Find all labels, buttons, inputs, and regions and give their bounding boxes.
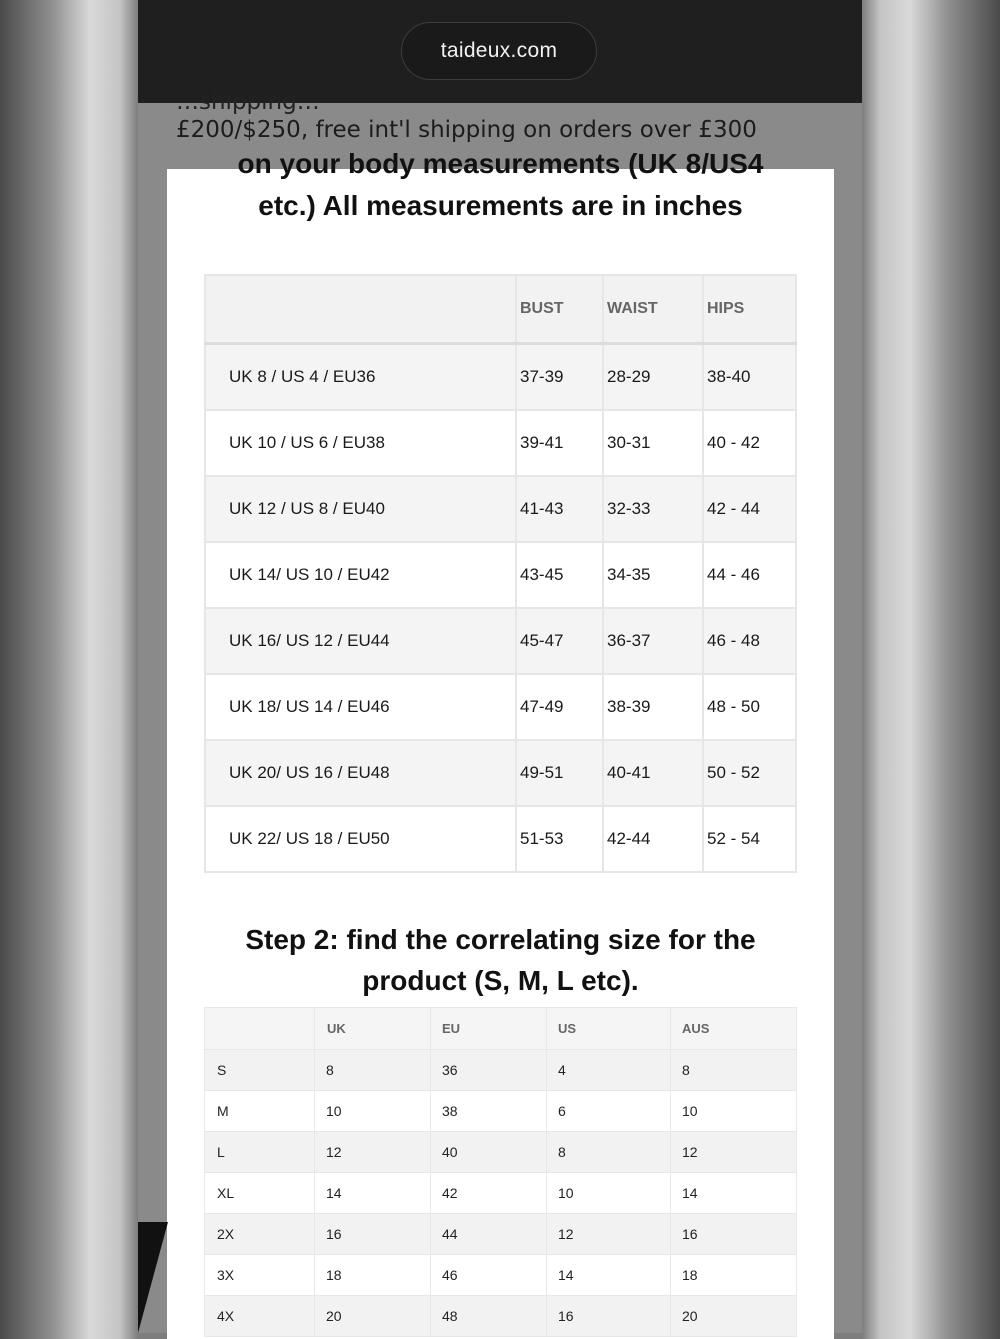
size-cell: UK 10 / US 6 / EU38: [205, 410, 516, 476]
browser-top-bar: [138, 0, 862, 103]
hips-cell: 44 - 46: [703, 542, 796, 608]
hips-cell: 40 - 42: [703, 410, 796, 476]
eu-cell: 40: [431, 1132, 547, 1173]
uk-cell: 10: [315, 1091, 431, 1132]
step1-heading-line2: etc.) All measurements are in inches: [258, 190, 743, 221]
size-label-cell: M: [205, 1091, 315, 1132]
size-cell: UK 22/ US 18 / EU50: [205, 806, 516, 872]
table-row: [205, 674, 796, 740]
hips-cell: 38-40: [703, 344, 796, 411]
table-row: [205, 806, 796, 872]
size-label-cell: 3X: [205, 1255, 315, 1296]
table-row: [205, 1296, 797, 1337]
waist-cell: 32-33: [603, 476, 703, 542]
corner-shape: [138, 1222, 168, 1333]
size-label-cell: 4X: [205, 1296, 315, 1337]
column-header-eu: EU: [431, 1008, 547, 1050]
eu-cell: 48: [431, 1296, 547, 1337]
size-cell: UK 14/ US 10 / EU42: [205, 542, 516, 608]
column-header-label: [205, 1008, 315, 1050]
table-row: [205, 410, 796, 476]
waist-cell: 34-35: [603, 542, 703, 608]
eu-cell: 46: [431, 1255, 547, 1296]
aus-cell: 20: [671, 1296, 797, 1337]
column-header-waist: WAIST: [603, 275, 703, 344]
aus-cell: 12: [671, 1132, 797, 1173]
body-measurements-table: [204, 274, 797, 873]
size-label-cell: L: [205, 1132, 315, 1173]
table-row: [205, 1255, 797, 1296]
size-cell: UK 20/ US 16 / EU48: [205, 740, 516, 806]
step1-heading-line1: on your body measurements (UK 8/US4: [237, 148, 764, 179]
banner-partial-text: …shipping…: [176, 89, 320, 115]
column-header-bust: BUST: [516, 275, 603, 344]
uk-cell: 14: [315, 1173, 431, 1214]
size-label-cell: 2X: [205, 1214, 315, 1255]
us-cell: 14: [547, 1255, 671, 1296]
eu-cell: 36: [431, 1050, 547, 1091]
us-cell: 4: [547, 1050, 671, 1091]
eu-cell: 44: [431, 1214, 547, 1255]
table-row: [205, 740, 796, 806]
step2-heading-line1: Step 2: find the correlating size for the: [245, 924, 756, 955]
eu-cell: 42: [431, 1173, 547, 1214]
hips-cell: 42 - 44: [703, 476, 796, 542]
bust-cell: 51-53: [516, 806, 603, 872]
table-row: [205, 1091, 797, 1132]
us-cell: 10: [547, 1173, 671, 1214]
uk-cell: 20: [315, 1296, 431, 1337]
us-cell: 8: [547, 1132, 671, 1173]
us-cell: 6: [547, 1091, 671, 1132]
banner-text: £200/$250, free int'l shipping on orders over £300: [176, 117, 757, 143]
size-label-cell: XL: [205, 1173, 315, 1214]
address-bar-url: taideux.com: [440, 39, 558, 62]
table-row: [205, 1173, 797, 1214]
waist-cell: 30-31: [603, 410, 703, 476]
waist-cell: 28-29: [603, 344, 703, 411]
aus-cell: 16: [671, 1214, 797, 1255]
bust-cell: 43-45: [516, 542, 603, 608]
hips-cell: 48 - 50: [703, 674, 796, 740]
size-cell: UK 12 / US 8 / EU40: [205, 476, 516, 542]
size-conversion-table: [204, 1007, 797, 1337]
step2-heading: [167, 919, 834, 1001]
column-header-hips: HIPS: [703, 275, 796, 344]
address-bar[interactable]: [401, 22, 597, 80]
table-header-row: [205, 1008, 797, 1050]
waist-cell: 36-37: [603, 608, 703, 674]
size-guide-card: [167, 148, 834, 1339]
step2-heading-line2: product (S, M, L etc).: [362, 965, 639, 996]
waist-cell: 38-39: [603, 674, 703, 740]
size-cell: UK 18/ US 14 / EU46: [205, 674, 516, 740]
table-header-row: [205, 275, 796, 344]
waist-cell: 42-44: [603, 806, 703, 872]
hips-cell: 50 - 52: [703, 740, 796, 806]
aus-cell: 10: [671, 1091, 797, 1132]
column-header-us: US: [547, 1008, 671, 1050]
step1-heading: [167, 143, 834, 227]
us-cell: 12: [547, 1214, 671, 1255]
bust-cell: 45-47: [516, 608, 603, 674]
us-cell: 16: [547, 1296, 671, 1337]
column-header-size: [205, 275, 516, 344]
table-row: [205, 1050, 797, 1091]
bust-cell: 47-49: [516, 674, 603, 740]
bust-cell: 41-43: [516, 476, 603, 542]
uk-cell: 8: [315, 1050, 431, 1091]
waist-cell: 40-41: [603, 740, 703, 806]
aus-cell: 8: [671, 1050, 797, 1091]
hips-cell: 52 - 54: [703, 806, 796, 872]
aus-cell: 18: [671, 1255, 797, 1296]
uk-cell: 16: [315, 1214, 431, 1255]
uk-cell: 18: [315, 1255, 431, 1296]
bust-cell: 37-39: [516, 344, 603, 411]
phone-screen: [138, 0, 862, 1333]
eu-cell: 38: [431, 1091, 547, 1132]
table-row: [205, 542, 796, 608]
bust-cell: 39-41: [516, 410, 603, 476]
table-row: [205, 344, 796, 411]
column-header-uk: UK: [315, 1008, 431, 1050]
table-row: [205, 1214, 797, 1255]
table-row: [205, 476, 796, 542]
column-header-aus: AUS: [671, 1008, 797, 1050]
uk-cell: 12: [315, 1132, 431, 1173]
bust-cell: 49-51: [516, 740, 603, 806]
table-row: [205, 1132, 797, 1173]
aus-cell: 14: [671, 1173, 797, 1214]
hips-cell: 46 - 48: [703, 608, 796, 674]
size-cell: UK 8 / US 4 / EU36: [205, 344, 516, 411]
table-row: [205, 608, 796, 674]
size-cell: UK 16/ US 12 / EU44: [205, 608, 516, 674]
size-label-cell: S: [205, 1050, 315, 1091]
